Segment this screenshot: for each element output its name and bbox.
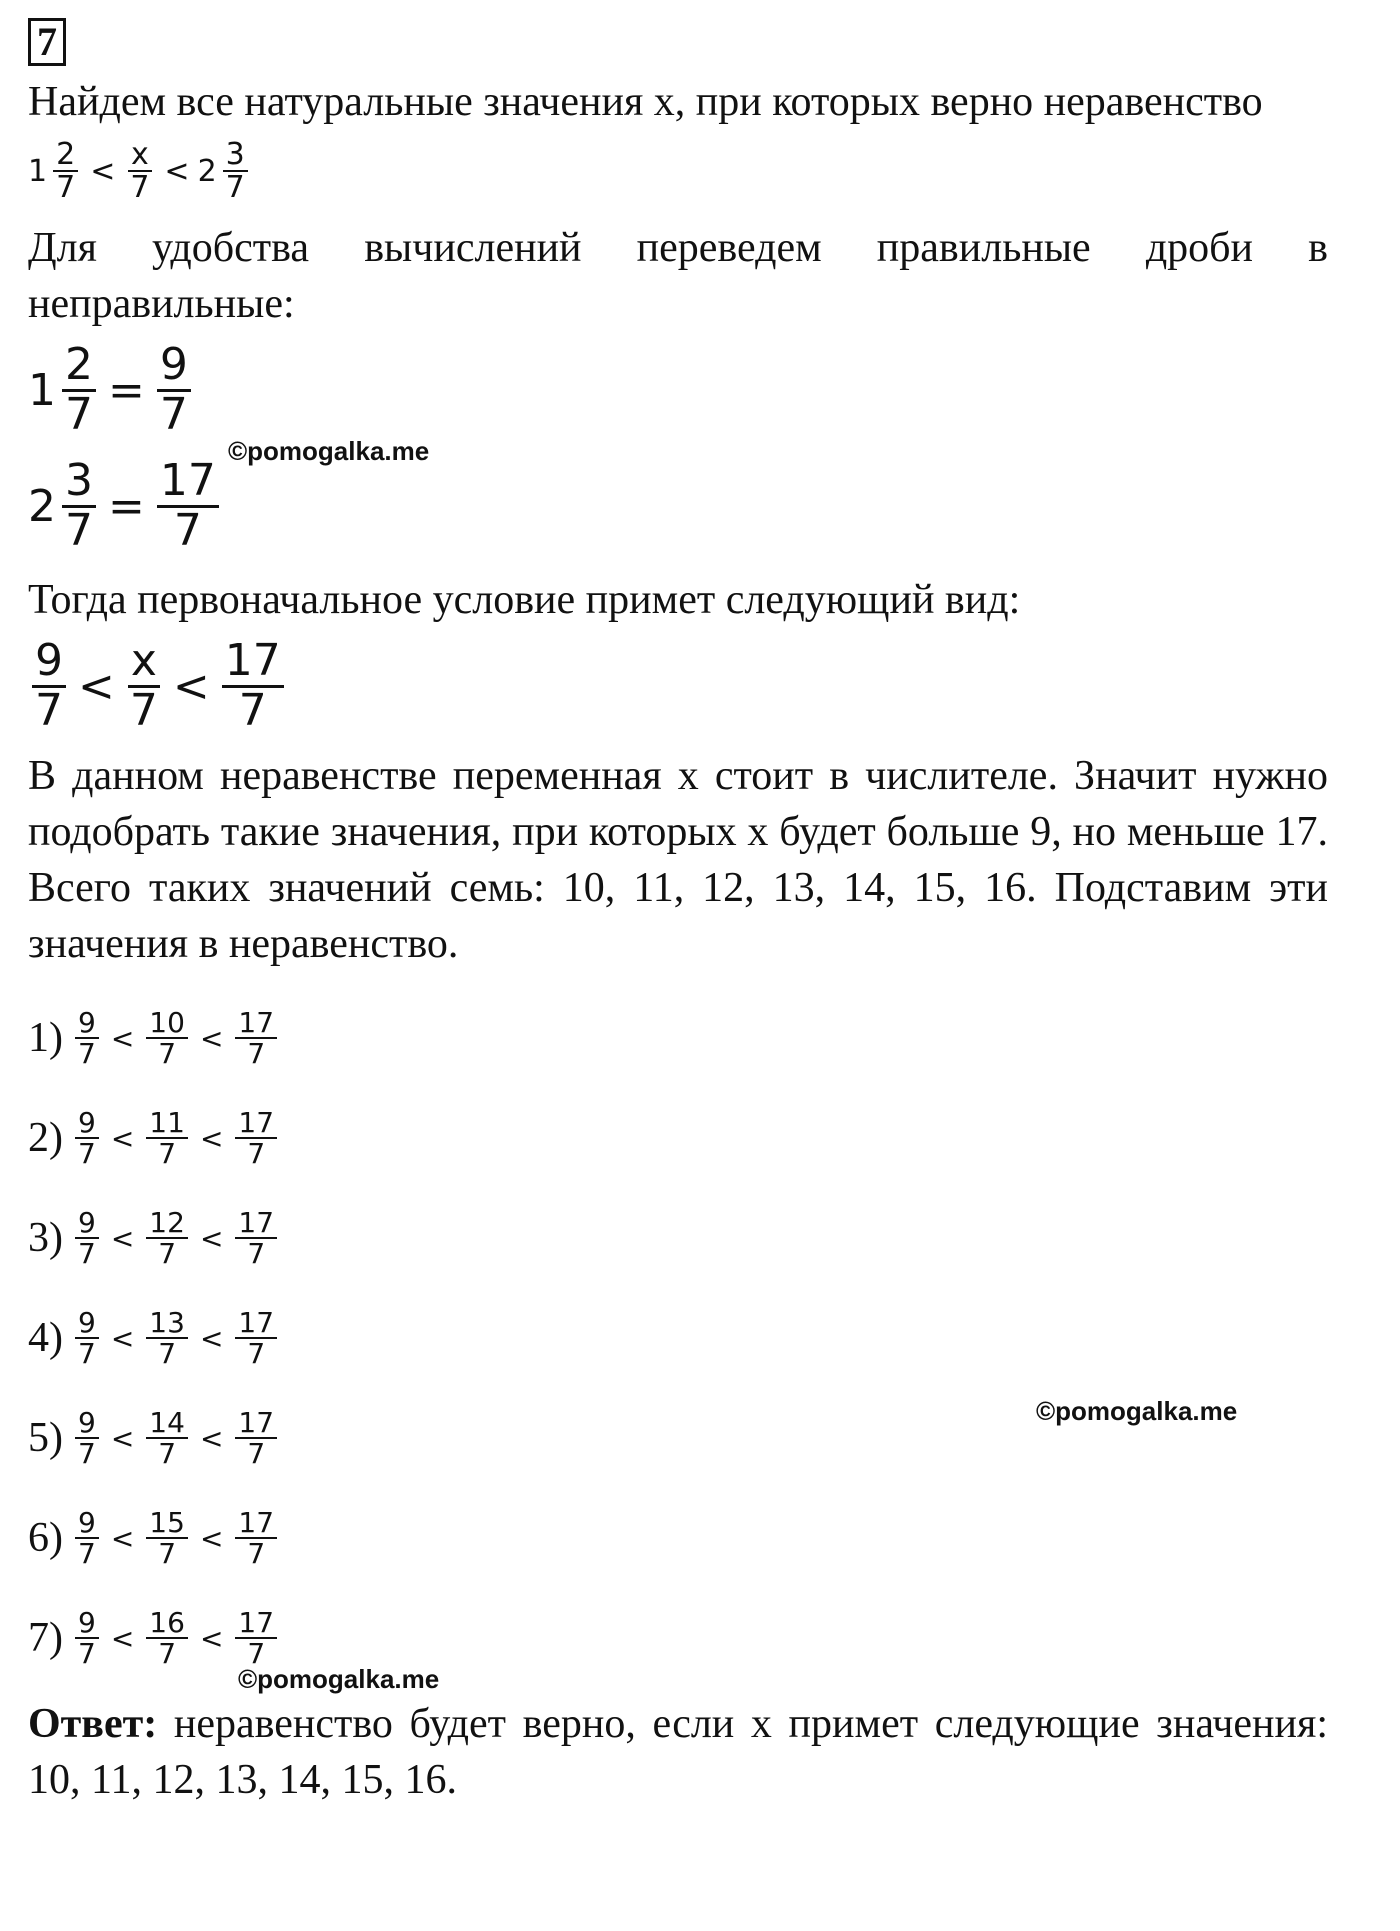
document-page	[28, 18, 1328, 1808]
explain-text: В данном неравенстве переменная x стоит в числителе. Значит нужно подобрать такие значения, при которых x будет больше 9, но меньше 17. Всего таких значений семь: 10, 11, 12, 13, 14, 15, 16. Подставим эти значения в неравенство.	[28, 753, 1328, 967]
mixed-int-2: 2	[197, 153, 217, 189]
substitution-item: 2) $\frac{9}{7}$ < $\frac{11}{7}$ < $\frac{17}{7}$	[28, 1088, 1328, 1188]
substitution-item: 6) $\frac{9}{7}$ < $\frac{15}{7}$ < $\frac{17}{7}$	[28, 1488, 1328, 1588]
answer-text: неравенство будет верно, если x примет следующие значения: 10, 11, 12, 13, 14, 15, 16.	[28, 1701, 1328, 1803]
fraction-2-7: $\frac{2}{7}$	[53, 139, 78, 204]
watermark-2: ©pomogalka.me	[1036, 1396, 1238, 1426]
substitution-item: 5) $\frac{9}{7}$ < $\frac{14}{7}$ < $\frac{17}{7}$	[28, 1388, 1328, 1488]
substitution-item: 3) $\frac{9}{7}$ < $\frac{12}{7}$ < $\frac{17}{7}$	[28, 1188, 1328, 1288]
substitution-list	[28, 988, 1328, 1688]
answer-label: Ответ:	[28, 1701, 158, 1747]
second-inequality: $\frac{9}{7}$ < $\frac{x}{7}$ < $\frac{17}{7}$	[28, 628, 1328, 744]
fraction-3-7: $\frac{3}{7}$	[223, 139, 248, 204]
watermark-1: ©pomogalka.me	[228, 436, 430, 466]
conversion-2: 2 $\frac{3}{7}$ = $\frac{17}{7}$	[28, 448, 1328, 564]
conversion-1: 1 $\frac{2}{7}$ = $\frac{9}{7}$	[28, 332, 1328, 448]
fraction-x-7: $\frac{x}{7}$	[127, 139, 152, 204]
substitution-item: 7) $\frac{9}{7}$ < $\frac{16}{7}$ < $\frac{17}{7}$	[28, 1588, 1328, 1688]
intro-text: Найдем все натуральные значения x, при которых верно неравенство	[28, 79, 1263, 125]
substitution-item: 4) $\frac{9}{7}$ < $\frac{13}{7}$ < $\frac{17}{7}$	[28, 1288, 1328, 1388]
first-inequality	[28, 130, 1328, 212]
then-text: Тогда первоначальное условие примет следующий вид:	[28, 577, 1021, 623]
mixed-int-1: 1	[28, 153, 48, 189]
task-number: 7	[28, 18, 66, 66]
less-than: <	[164, 153, 190, 189]
watermark-3: ©pomogalka.me	[238, 1664, 440, 1694]
substitution-item: 1) $\frac{9}{7}$ < $\frac{10}{7}$ < $\frac{17}{7}$	[28, 988, 1328, 1088]
convert-text: Для удобства вычислений переведем правильные дроби в неправильные:	[28, 225, 1328, 327]
less-than: <	[90, 153, 116, 189]
answer-paragraph	[28, 1696, 1328, 1808]
